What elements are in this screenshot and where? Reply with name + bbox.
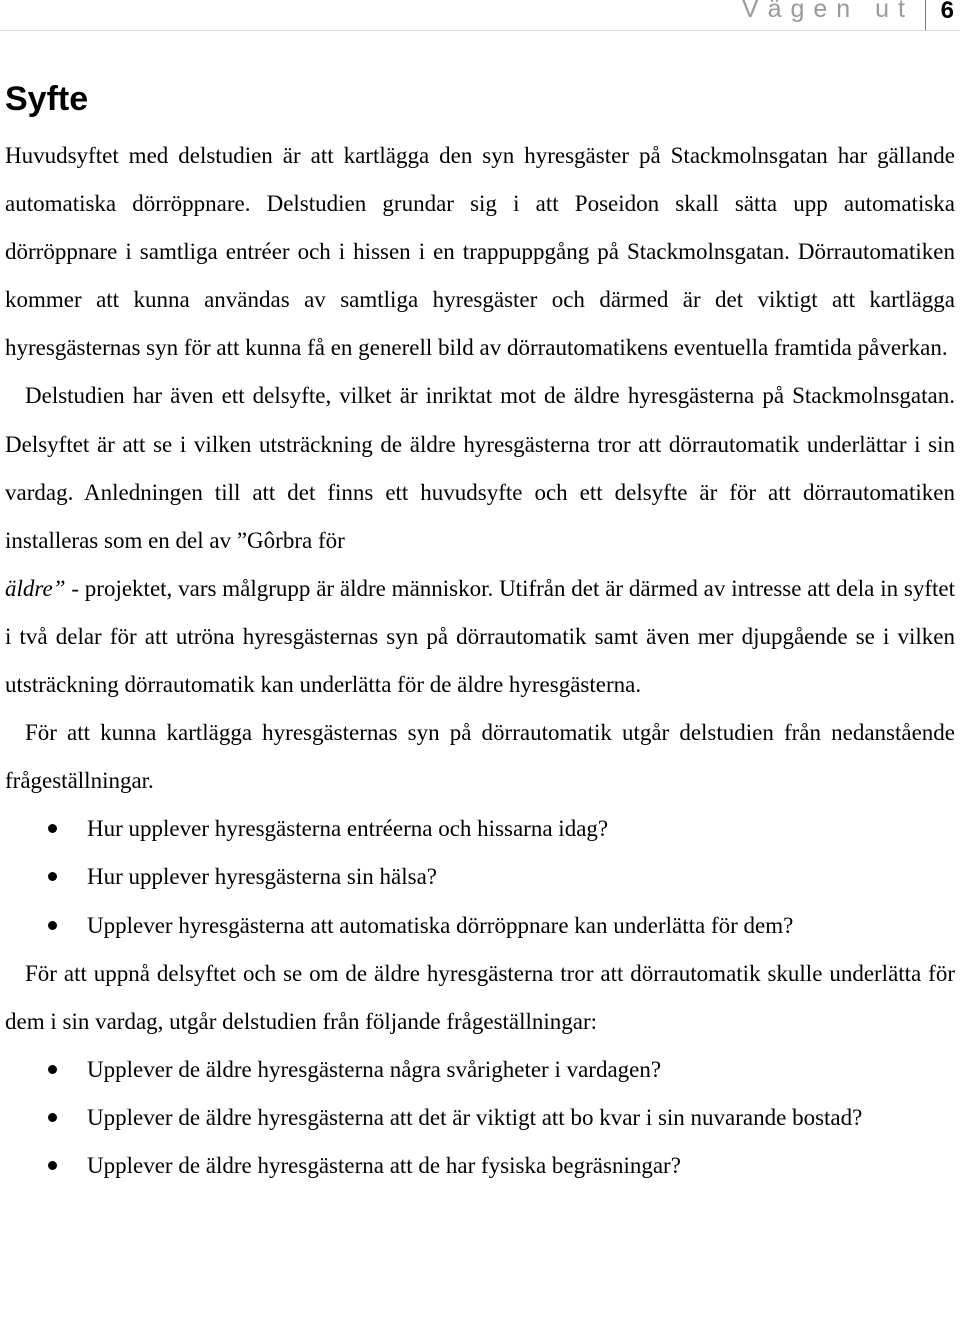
list-item-text: Upplever de äldre hyresgästerna att det är viktigt att bo kvar i sin nuvarande bostad? — [87, 1104, 863, 1130]
bullet-icon — [48, 872, 57, 881]
bullet-icon — [48, 1113, 57, 1122]
page-header — [0, 0, 960, 31]
list-item — [5, 1046, 955, 1094]
page-number: 6 — [940, 0, 954, 24]
list-item — [5, 805, 955, 853]
paragraph-main-purpose: Huvudsyftet med delstudien är att kartlägga den syn hyresgäster på Stackmolnsgatan har gällande automatiska dörröppnare. Delstudien grundar sig i att Poseidon skall sätta upp automatiska dörröppnare i samtliga entréer och i hissen i en trappuppgång på Stackmolnsgatan. Dörrautomatiken kommer att kunna användas av samtliga hyresgäster och därmed är det viktigt att kartlägga hyresgästernas syn för att kunna få en generell bild av dörrautomatikens eventuella framtida påverkan. — [5, 143, 955, 361]
list-item-text: Hur upplever hyresgästerna sin hälsa? — [87, 864, 437, 890]
list-item-text: Hur upplever hyresgästerna entréerna och hissarna idag? — [87, 816, 609, 842]
question-list-sub — [5, 1046, 955, 1190]
list-item-text: Upplever de äldre hyresgästerna att de har fysiska begräsningar? — [87, 1152, 681, 1178]
list-item — [5, 1094, 955, 1142]
list-item — [5, 853, 955, 901]
paragraph-sub-questions-intro: För att uppnå delsyftet och se om de äldre hyresgästerna tror att dörrautomatik skulle underlätta för dem i sin vardag, utgår delstudien från följande frågeställningar: — [5, 960, 955, 1034]
section-heading: Syfte — [5, 80, 89, 118]
section-body — [5, 132, 955, 1190]
bullet-icon — [48, 1065, 57, 1074]
list-item — [5, 902, 955, 950]
paragraph-questions-intro: För att kunna kartlägga hyresgästernas syn på dörrautomatik utgår delstudien från nedanstående frågeställningar. — [5, 720, 955, 794]
bullet-icon — [48, 824, 57, 833]
bullet-icon — [48, 921, 57, 930]
paragraph-sub-purpose-part2: - projektet, vars målgrupp är äldre människor. Utifrån det är därmed av intresse att dela in syftet i två delar för att utröna hyresgästernas syn på dörrautomatik samt även mer djupgående se i vilken utsträckning dörrautomatik kan underlätta för de äldre hyresgästerna. — [5, 575, 956, 698]
question-list-main — [5, 805, 955, 949]
list-item-text: Upplever de äldre hyresgästerna några svårigheter i vardagen? — [87, 1056, 662, 1082]
header-divider — [925, 0, 926, 30]
header-title: Vägen ut — [741, 0, 914, 23]
paragraph-sub-purpose-part1: Delstudien har även ett delsyfte, vilket är inriktat mot de äldre hyresgästerna på Stackmolnsgatan. Delsyftet är att se i vilken utsträckning de äldre hyresgästerna tror att dörrautomatik underlättar i sin vardag. Anledningen till att det finns ett huvudsyfte och ett delsyfte är för att dörrautomatiken installeras som en del av ”Gôrbra för — [5, 383, 955, 553]
bullet-icon — [48, 1161, 57, 1170]
project-name-italic: äldre” — [5, 575, 66, 601]
list-item — [5, 1142, 955, 1190]
list-item-text: Upplever hyresgästerna att automatiska dörröppnare kan underlätta för dem? — [87, 912, 794, 938]
paragraph-sub-purpose — [5, 372, 955, 709]
